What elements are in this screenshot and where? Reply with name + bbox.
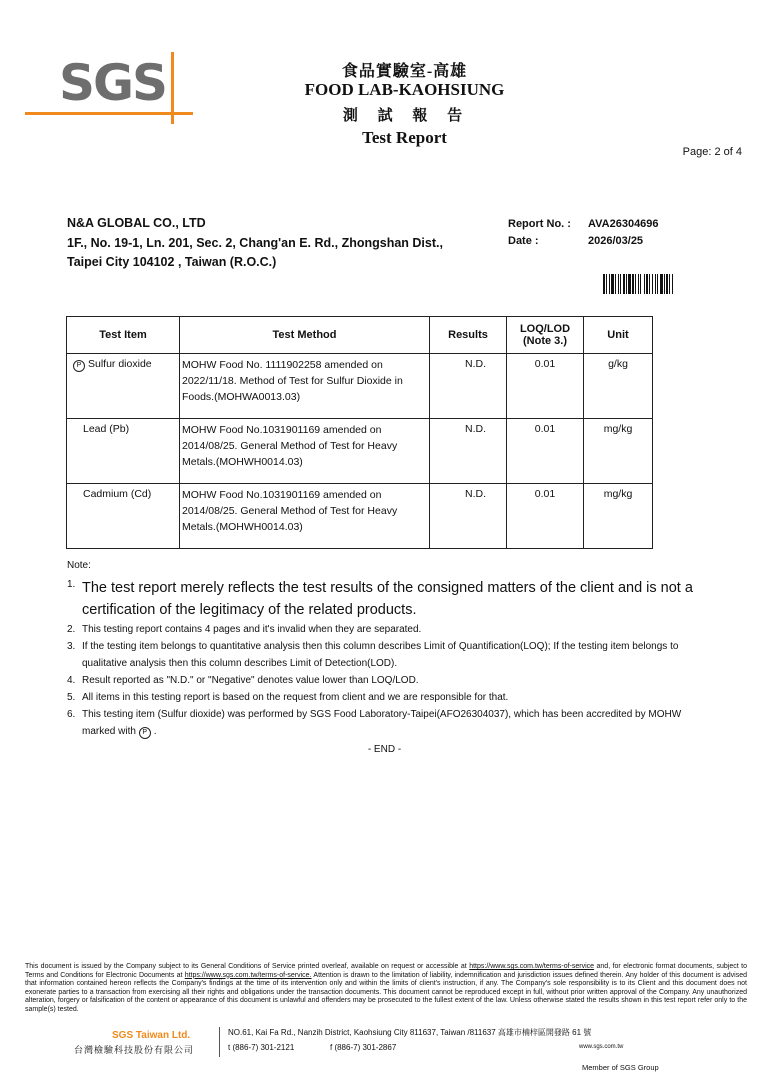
notes-section xyxy=(67,560,707,740)
method-line: Foods.(MOHWA0013.03) xyxy=(182,391,301,403)
cell-result: N.D. xyxy=(430,484,507,549)
cell-result: N.D. xyxy=(430,419,507,484)
accreditation-mark-icon: P xyxy=(139,727,151,739)
header-loq-line2: (Note 3.) xyxy=(523,335,567,347)
note-number: 4. xyxy=(67,675,76,686)
company-address: NO.61, Kai Fa Rd., Nanzih District, Kaohsiung City 811637, Taiwan /811637 高雄市楠梓區開發路 61 號 xyxy=(228,1028,592,1037)
note-number: 1. xyxy=(67,579,76,590)
cell-test-method xyxy=(180,419,430,484)
note-text: This testing item (Sulfur dioxide) was performed by SGS Food Laboratory-Taipei(AFO26304037), which has been accredited by MOHW marked with xyxy=(82,709,682,737)
method-line: Metals.(MOHWH0014.03) xyxy=(182,456,303,468)
cell-result: N.D. xyxy=(430,354,507,419)
client-address-line1: 1F., No. 19-1, Ln. 201, Sec. 2, Chang'an E. Rd., Zhongshan Dist., xyxy=(67,235,443,250)
barcode-bar xyxy=(673,274,674,294)
cell-test-method xyxy=(180,484,430,549)
report-no-label: Report No. : xyxy=(508,218,571,230)
note-item xyxy=(67,638,707,672)
company-name-en: SGS Taiwan Ltd. xyxy=(112,1030,191,1041)
header-loq-line1: LOQ/LOD xyxy=(519,323,571,335)
note-number: 6. xyxy=(67,709,76,720)
note-item xyxy=(67,689,707,706)
header-test-method: Test Method xyxy=(180,317,430,354)
barcode xyxy=(603,274,706,294)
method-line: 2022/11/18. Method of Test for Sulfur Dioxide in xyxy=(182,375,403,387)
date-value: 2026/03/25 xyxy=(588,235,644,247)
method-line: MOHW Food No.1031901169 amended on xyxy=(182,424,382,436)
disclaimer-text: and, for electronic format documents, subject to Terms and Conditions for Electronic Documents at xyxy=(25,963,748,979)
company-fax: f (886-7) 301-2867 xyxy=(330,1043,397,1052)
lab-name-cn: 食品實驗室-高雄 xyxy=(341,63,468,80)
note-text-wrap: This testing item (Sulfur dioxide) was performed by SGS Food Laboratory-Taipei(AFO26304037), which has been accredited by MOHW marked with P . xyxy=(82,709,682,737)
method-line: 2014/08/25. General Method of Test for Heavy xyxy=(182,440,398,452)
footer-divider xyxy=(219,1027,220,1057)
cell-loq: 0.01 xyxy=(507,419,584,484)
cell-unit: mg/kg xyxy=(584,419,653,484)
end-marker: - END - xyxy=(367,744,402,755)
note-number: 3. xyxy=(67,641,76,652)
disclaimer-text: Attention is drawn to the limitation of liability, indemnification and jurisdiction issues defined therein. Any holder of this document is advised that information contained hereon reflects the Company's findings at the time of its intervention only and within the limits of client's instruction, if any. The Company's sole responsibility is to its Client and this document does not exonerate parties to a transaction from exercising all their rights and obligations under the transaction documents. This document cannot be reproduced except in full, without prior written approval of the Company. Any unauthorized alteration, forgery or falsification of the content or appearance of this document is unlawful and offenders may be prosecuted to the fullest extent of the law. Unless otherwise stated the results shown in this test report refer only to the sample(s) tested. xyxy=(25,971,747,1013)
cell-unit: mg/kg xyxy=(584,484,653,549)
company-phone: t (886-7) 301-2121 xyxy=(228,1043,295,1052)
header-results: Results xyxy=(430,317,507,354)
table-row xyxy=(67,354,653,419)
cell-test-method xyxy=(180,354,430,419)
note-text: If the testing item belongs to quantitative analysis then this column describes Limit of Quantification(LOQ); If the testing item belongs to qualitative analysis then this column describes Limit of Detection(LOD). xyxy=(82,641,679,669)
terms-link[interactable]: https://www.sgs.com.tw/terms-of-service. xyxy=(184,971,312,979)
results-table xyxy=(66,316,653,549)
method-line: MOHW Food No. 1111902258 amended on xyxy=(182,359,383,371)
table-row xyxy=(67,484,653,549)
lab-name-en: FOOD LAB-KAOHSIUNG xyxy=(304,80,505,99)
report-no-value: AVA26304696 xyxy=(588,218,659,230)
terms-link[interactable]: https://www.sgs.com.tw/terms-of-service xyxy=(469,963,595,970)
cell-loq: 0.01 xyxy=(507,354,584,419)
cell-test-item: Lead (Pb) xyxy=(67,419,180,484)
report-title-cn: 測 試 報 告 xyxy=(342,108,471,124)
accreditation-mark-icon: P xyxy=(73,360,85,372)
date-label: Date : xyxy=(508,235,539,247)
method-line: Metals.(MOHWH0014.03) xyxy=(182,521,303,533)
note-item xyxy=(67,621,707,638)
report-title-en: Test Report xyxy=(362,128,447,147)
table-row xyxy=(67,419,653,484)
company-website[interactable]: www.sgs.com.tw xyxy=(579,1044,624,1050)
notes-title: Note: xyxy=(67,560,91,571)
header-loq-lod xyxy=(507,317,584,354)
client-address-line2: Taipei City 104102 , Taiwan (R.O.C.) xyxy=(67,255,277,269)
report-info xyxy=(508,216,659,250)
legal-disclaimer xyxy=(25,963,747,1015)
page-number: Page: 2 of 4 xyxy=(682,146,742,158)
note-item xyxy=(67,577,707,621)
note-text: This testing report contains 4 pages and it's invalid when they are separated. xyxy=(82,624,422,635)
note-number: 2. xyxy=(67,624,76,635)
disclaimer-text: This document is issued by the Company subject to its General Conditions of Service printed overleaf, available on request or accessible at xyxy=(25,963,470,970)
header-test-item: Test Item xyxy=(67,317,180,354)
logo-text: SGS xyxy=(59,54,167,112)
client-block xyxy=(67,214,443,273)
note-text: The test report merely reflects the test results of the consigned matters of the client and is not a certification of the legitimacy of the related products. xyxy=(82,580,693,618)
cell-test-item: Cadmium (Cd) xyxy=(67,484,180,549)
client-name: N&A GLOBAL CO., LTD xyxy=(67,216,206,230)
method-line: MOHW Food No.1031901169 amended on xyxy=(182,489,382,501)
company-name-cn: 台灣檢驗科技股份有限公司 xyxy=(74,1045,195,1055)
note-number: 5. xyxy=(67,692,76,703)
member-of-group: Member of SGS Group xyxy=(582,1063,659,1072)
cell-unit: g/kg xyxy=(584,354,653,419)
note-item xyxy=(67,706,707,740)
cell-loq: 0.01 xyxy=(507,484,584,549)
test-item-name: Sulfur dioxide xyxy=(88,358,152,370)
note-text: Result reported as "N.D." or "Negative" denotes value lower than LOQ/LOD. xyxy=(82,675,419,686)
note-item xyxy=(67,672,707,689)
table-header-row xyxy=(67,317,653,354)
cell-test-item xyxy=(67,354,180,419)
note-text: All items in this testing report is based on the request from client and we are responsible for that. xyxy=(82,692,509,703)
method-line: 2014/08/25. General Method of Test for Heavy xyxy=(182,505,398,517)
header-unit: Unit xyxy=(584,317,653,354)
